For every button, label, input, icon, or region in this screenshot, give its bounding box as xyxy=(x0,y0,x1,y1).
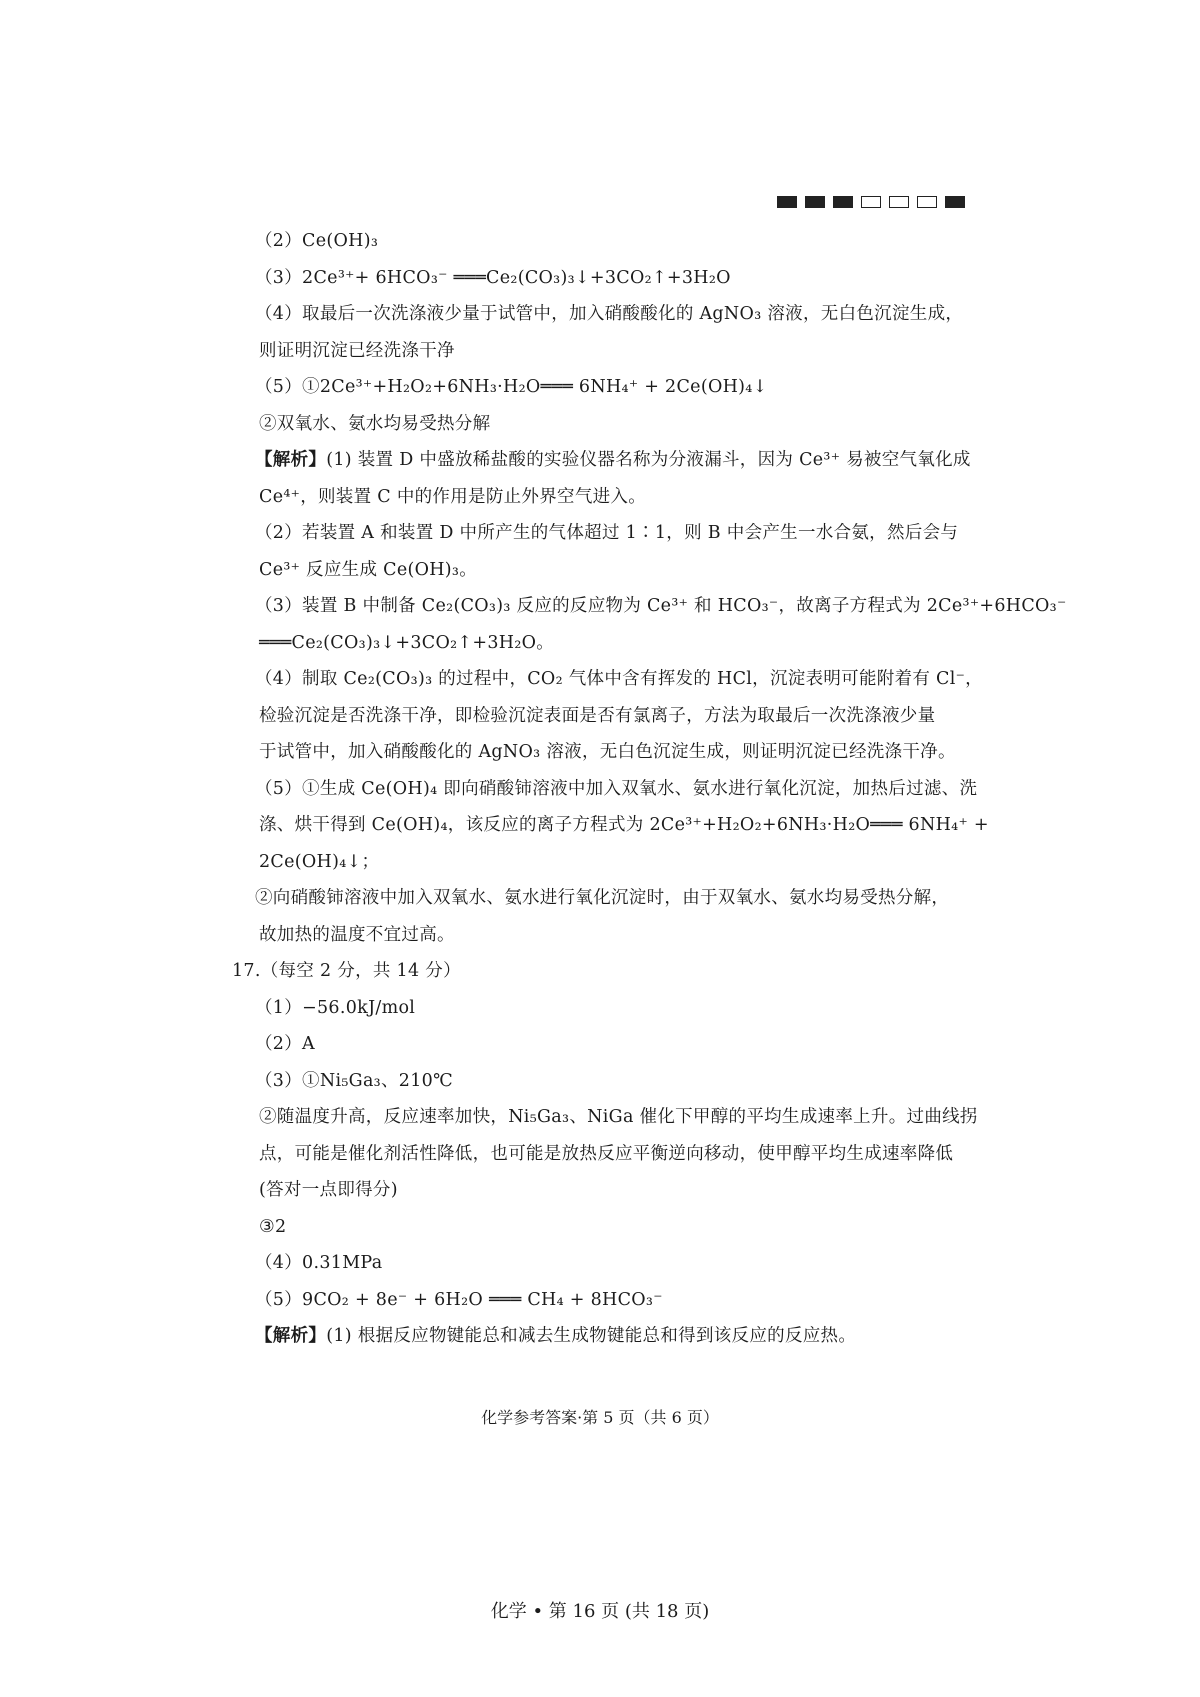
analysis-line: ②向硝酸铈溶液中加入双氧水、氨水进行氧化沉淀时，由于双氧水、氨水均易受热分解， xyxy=(255,888,950,908)
analysis-line: 故加热的温度不宜过高。 xyxy=(259,924,455,945)
answer-line: ③2 xyxy=(259,1216,287,1237)
answer-line: ②随温度升高，反应速率加快，Ni₅Ga₃、NiGa 催化下甲醇的平均生成速率上升。过曲线拐 xyxy=(259,1107,978,1127)
analysis-line: 【解析】(1) 装置 D 中盛放稀盐酸的实验仪器名称为分液漏斗，因为 Ce³⁺ 易被空气氧化成 xyxy=(255,450,971,470)
analysis-line: Ce³⁺ 反应生成 Ce(OH)₃。 xyxy=(259,559,478,580)
outer-page-footer: 化学 • 第 16 页 (共 18 页) xyxy=(490,1601,710,1622)
answer-line: ②双氧水、氨水均易受热分解 xyxy=(259,413,491,434)
answer-line: （3）①Ni₅Ga₃、210℃ xyxy=(255,1070,453,1091)
analysis-line: （5）①生成 Ce(OH)₄ 即向硝酸铈溶液中加入双氧水、氨水进行氧化沉淀，加热后过滤、洗 xyxy=(255,778,978,799)
analysis-marker: 【解析】 xyxy=(255,450,327,470)
analysis-line: （3）装置 B 中制备 Ce₂(CO₃)₃ 反应的反应物为 Ce³⁺ 和 HCO₃⁻，故离子方程式为 2Ce³⁺+6HCO₃⁻ xyxy=(255,596,1067,616)
answer-line: （3）2Ce³⁺+ 6HCO₃⁻ ═══Ce₂(CO₃)₃↓+3CO₂↑+3H₂O xyxy=(255,267,731,288)
square-mark-empty xyxy=(889,196,909,208)
answer-line: 则证明沉淀已经洗涤干净 xyxy=(259,340,455,361)
answer-line: （5）①2Ce³⁺+H₂O₂+6NH₃·H₂O═══ 6NH₄⁺ + 2Ce(OH)₄↓ xyxy=(255,377,768,397)
square-mark-empty xyxy=(861,196,881,208)
square-mark-filled xyxy=(833,196,853,208)
analysis-marker: 【解析】 xyxy=(255,1326,327,1346)
analysis-line: 2Ce(OH)₄↓； xyxy=(259,851,380,872)
answer-content xyxy=(232,223,1067,1355)
square-mark-filled xyxy=(777,196,797,208)
square-mark-empty xyxy=(917,196,937,208)
analysis-line: （2）若装置 A 和装置 D 中所产生的气体超过 1∶1，则 B 中会产生一水合氨，然后会与 xyxy=(255,523,959,543)
answer-line: （1）−56.0kJ/mol xyxy=(255,997,416,1018)
answer-line: （4）0.31MPa xyxy=(255,1253,383,1273)
analysis-line: （4）制取 Ce₂(CO₃)₃ 的过程中，CO₂ 气体中含有挥发的 HCl，沉淀表明可能附着有 Cl⁻， xyxy=(255,669,983,689)
answer-line: （2）Ce(OH)₃ xyxy=(255,231,379,251)
answer-line: 点，可能是催化剂活性降低，也可能是放热反应平衡逆向移动，使甲醇平均生成速率降低 xyxy=(259,1143,954,1164)
analysis-line: 于试管中，加入硝酸酸化的 AgNO₃ 溶液，无白色沉淀生成，则证明沉淀已经洗涤干净。 xyxy=(259,742,956,762)
analysis-line: ═══Ce₂(CO₃)₃↓+3CO₂↑+3H₂O。 xyxy=(259,632,555,653)
analysis-line: 检验沉淀是否洗涤干净，即检验沉淀表面是否有氯离子，方法为取最后一次洗涤液少量 xyxy=(259,705,936,726)
answer-line: （5）9CO₂ + 8e⁻ + 6H₂O ═══ CH₄ + 8HCO₃⁻ xyxy=(255,1289,663,1310)
answer-line: （4）取最后一次洗涤液少量于试管中，加入硝酸酸化的 AgNO₃ 溶液，无白色沉淀生成， xyxy=(255,304,964,324)
square-mark-filled xyxy=(805,196,825,208)
answer-line: (答对一点即得分) xyxy=(259,1180,398,1200)
answer-line: （2）A xyxy=(255,1034,315,1054)
square-mark-filled xyxy=(945,196,965,208)
analysis-line: Ce⁴⁺，则装置 C 中的作用是防止外界空气进入。 xyxy=(259,486,647,507)
inner-page-footer: 化学参考答案·第 5 页（共 6 页） xyxy=(481,1408,719,1427)
analysis-line: 【解析】(1) 根据反应物键能总和减去生成物键能总和得到该反应的反应热。 xyxy=(255,1326,857,1346)
question-heading: 17.（每空 2 分，共 14 分） xyxy=(232,961,461,981)
header-marks xyxy=(777,195,965,209)
analysis-line: 涤、烘干得到 Ce(OH)₄，该反应的离子方程式为 2Ce³⁺+H₂O₂+6NH₃·H₂O═══ 6NH₄⁺ + xyxy=(259,815,989,835)
